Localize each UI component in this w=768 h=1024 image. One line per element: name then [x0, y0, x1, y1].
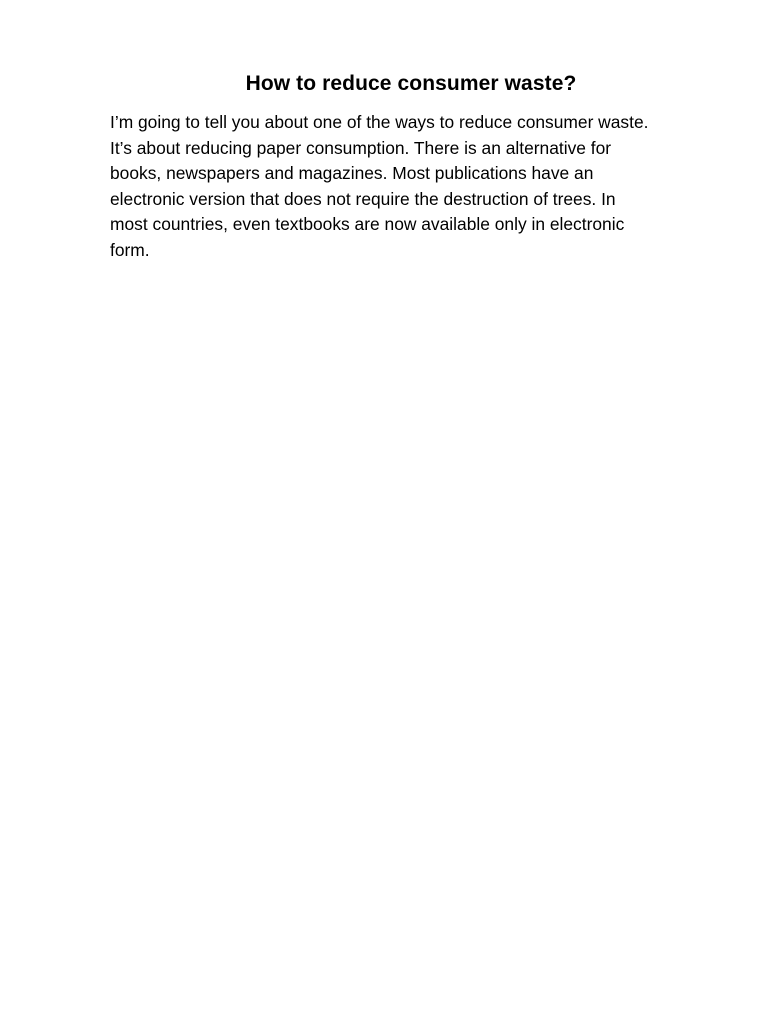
document-title: How to reduce consumer waste?	[245, 72, 577, 95]
body-paragraph	[110, 110, 710, 264]
paragraph-line: most countries, even textbooks are now available only in electronic	[110, 214, 625, 235]
paragraph-line: form.	[110, 239, 150, 260]
paragraph-line: electronic version that does not require the destruction of trees. In	[110, 188, 616, 209]
paragraph-line: books, newspapers and magazines. Most publications have an	[110, 163, 594, 184]
paragraph-line: It’s about reducing paper consumption. There is an alternative for	[110, 137, 612, 158]
paragraph-line: I’m going to tell you about one of the ways to reduce consumer waste.	[110, 112, 649, 132]
